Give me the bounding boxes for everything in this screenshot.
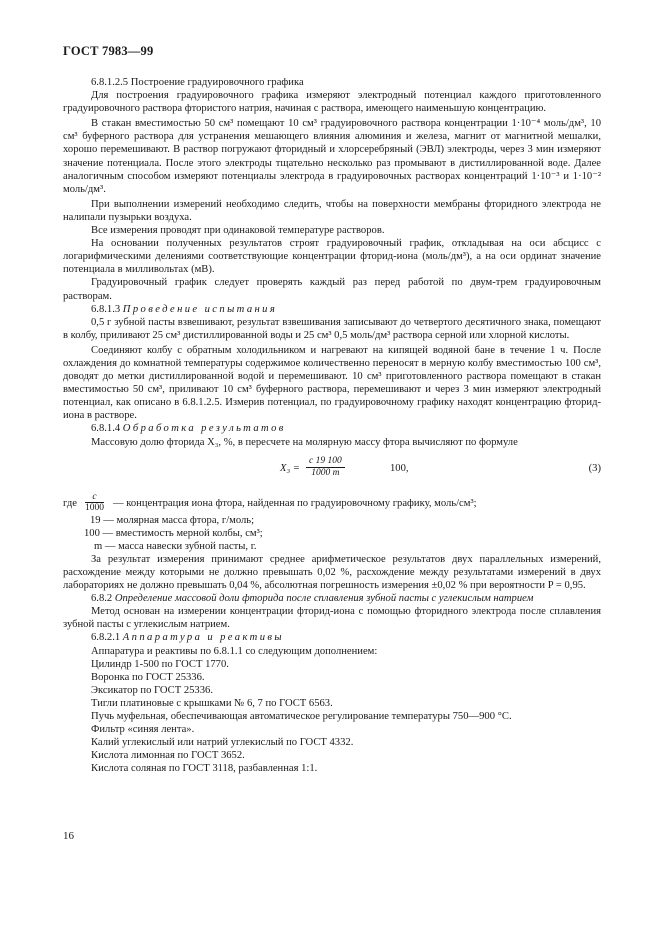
definition-c [63,492,601,514]
paragraph: Массовую долю фторида X₃, %, в пересчете на молярную массу фтора вычисляют по формуле [91,436,518,448]
equipment-item: Цилиндр 1-500 по ГОСТ 1770. [91,658,229,670]
where-label: где [63,497,77,509]
paragraph: При выполнении измерений необходимо следить, чтобы на поверхности мембраны фторидного электрода не налипали пузырьки воздуха. [63,198,601,223]
section-number: 6.8.2 [91,593,113,605]
equipment-item: Пучь муфельная, обеспечивающая автоматическое регулирование температуры 750—900 °С. [91,711,512,723]
paragraph: Градуировочный график следует проверять каждый раз перед работой по двум-трем градуировочным растворам. [63,277,601,302]
paragraph: Соединяют колбу с обратным холодильником и нагревают на кипящей водяной бане в течение 1 ч. После охлаждения до комнатной температуры содержимое количественно переносят в мерную колбу вместимостью 100 см³, доводят до метки дистиллированной водой и перемешивают. 10 см³ приготовленного раствора помещают в стакан вместимостью 50 см³, приливают 10 см³ буферного раствора, перемешивают и через 3 мин измеряют электродный потенциал, как описано в 6.8.1.2.5. Измерив потенциал, по градуировочному графику находят концентрацию фторид-иона в растворе. [63,344,601,422]
formula-tail: 100, [390,462,409,474]
definition-fraction [85,492,104,514]
paragraph: Аппаратура и реактивы по 6.8.1.1 со следующим дополнением: [91,645,378,657]
definition-100: 100 — вместимость мерной колбы, см³; [84,527,263,539]
definition-text: — концентрация иона фтора, найденная по градуировочному графику, моль/см³; [113,497,477,509]
equipment-item: Тигли платиновые с крышками № 6, 7 по ГОСТ 6563. [91,697,333,709]
paragraph: За результат измерения принимают среднее арифметическое результатов двух параллельных измерений, расхождение между которыми не должно превышать 0,02 %, расхождение между результатами измерений в двух лабораториях не должно превышать 0,04 %, абсолютная погрешность измерения ±0,02 % при вероятности P = 0,95. [63,553,601,592]
section-6-8-2-1-heading [63,631,601,644]
document-header: ГОСТ 7983—99 [63,44,154,58]
equipment-item: Калий углекислый или натрий углекислый по ГОСТ 4332. [91,737,354,749]
page-number: 16 [63,830,74,842]
equipment-item: Кислота соляная по ГОСТ 3118, разбавленная 1:1. [91,763,318,775]
definition-19: 19 — молярная масса фтора, г/моль; [90,514,255,526]
paragraph: В стакан вместимостью 50 см³ помещают 10 см³ градуировочного раствора концентрации 1·10⁻⁴ моль/дм³, 10 см³ буферного раствора для устранения мешающего влияния алюминия и железа, магнит от магнитной мешалки, хорошо перемешивают. В раствор погружают фторидный и хлорсеребряный (ЭВЛ) электроды, через 3 мин измеряют значение потенциала. После этого электроды тщательно несколько раз промывают в дистиллированной воде. Далее аналогичным способом измеряют потенциалы электрода в градуировочных растворах концентраций 1·10⁻³ и 1·10⁻² моль/дм³. [63,118,601,195]
definition-denominator: 1000 [85,503,104,514]
formula-fraction [306,456,345,479]
equipment-item: Воронка по ГОСТ 25336. [91,671,205,683]
formula-numerator: c 19 100 [306,456,345,468]
paragraph: На основании полученных результатов строят градуировочный график, откладывая на оси абсцисс с логарифмическими делениями соответствующие концентрации фторид-иона (моль/дм³), а на оси ординат значение потенциала в милливольтах (мВ). [63,238,601,276]
equipment-item: Фильтр «синяя лента». [91,724,195,736]
section-number: 6.8.1.4 [91,423,121,435]
document-body [63,76,601,776]
section-6-8-1-4-heading [63,422,601,435]
section-6-8-1-3-heading [63,303,601,316]
formula-3 [63,453,601,489]
equipment-item: Эксикатор по ГОСТ 25336. [91,684,213,696]
paragraph: Для построения градуировочного графика измеряют электродный потенциал каждого приготовленного градуировочного раствора фтористого натрия, начиная с раствора, имеющего наименьшую концентрацию. [63,90,601,115]
equipment-item: Кислота лимонная по ГОСТ 3652. [91,750,245,762]
formula-denominator: 1000 m [311,467,340,478]
section-number: 6.8.2.1 [91,632,121,644]
section-6-8-2-heading [63,592,601,605]
section-6-8-1-2-5-heading: 6.8.1.2.5 Построение градуировочного графика [91,77,304,88]
section-title: Аппаратура и реактивы [122,632,284,644]
section-title: Обработка результатов [122,423,286,435]
paragraph: 0,5 г зубной пасты взвешивают, результат взвешивания записывают до четвертого десятичного знака, помещают в колбу, приливают 25 см³ дистиллированной воды и 25 см³ 0,5 моль/дм³ раствора серной или хлорной кислоты. [63,316,601,341]
section-number: 6.8.1.3 [91,303,121,315]
formula-number: (3) [588,462,601,474]
paragraph: Метод основан на измерении концентрации фторид-иона с помощью фторидного электрода после сплавления зубной пасты с углекислым натрием. [63,606,601,631]
formula-lhs: X₃ = [280,462,300,474]
definition-numerator: c [85,492,104,504]
definition-m: m — масса навески зубной пасты, г. [94,540,257,552]
section-title: Проведение испытания [122,303,278,315]
section-title: Определение массовой доли фторида после сплавления зубной пасты с углекислым натрием [114,593,534,605]
paragraph: Все измерения проводят при одинаковой температуре растворов. [91,225,385,237]
